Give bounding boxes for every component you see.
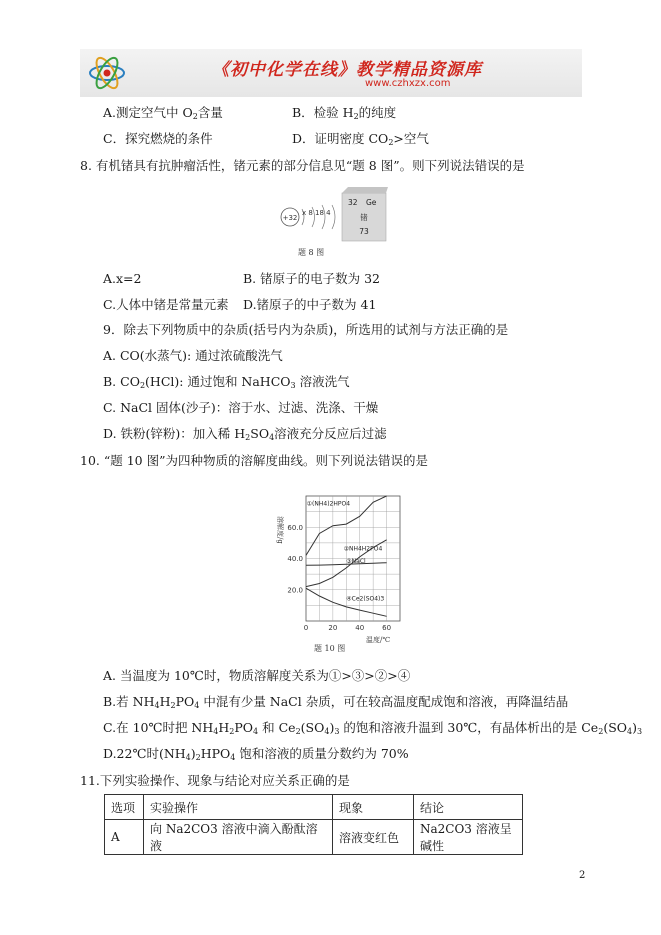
x-axis-label: 温度/℃ [366, 636, 391, 644]
table-cell: A [105, 820, 144, 855]
q10-stem: 10. “题 10 图”为四种物质的溶解度曲线。则下列说法错误的是 [80, 453, 428, 468]
element-symbol: Ge [366, 198, 377, 207]
atom-charge: +32 [282, 214, 298, 222]
curve-label: ①(NH4)2HPO4 [306, 500, 351, 508]
q8-stem: 8. 有机锗具有抗肿瘤活性，锗元素的部分信息见“题 8 图”。则下列说法错误的是 [80, 158, 525, 173]
q10-option-b: B.若 $NH_4H_2PO_4$ 中混有少量 NaCl 杂质，可在较高温度配成饱和溶液，再降温结晶 [103, 694, 569, 710]
x-tick-label: 60 [382, 624, 392, 632]
q10-option-d: D.22℃时$(NH_4)_2HPO_4$ 饱和溶液的质量分数约为 70% [103, 746, 409, 762]
y-tick-label: 20.0 [287, 586, 303, 595]
q7-option-c: C．探究燃烧的条件 [103, 131, 213, 146]
y-axis-label: 溶解度/g [276, 516, 284, 544]
electron-shells: x 8 18 4 [302, 209, 331, 217]
q10-solubility-chart [266, 486, 414, 654]
curve-label: ④Ce2(SO4)3 [346, 595, 385, 603]
q8-figure [278, 187, 388, 257]
q7-option-b: B．检验 $H_2$的纯度 [292, 105, 397, 121]
q10-option-a: A. 当温度为 10℃时，物质溶解度关系为①>③>②>④ [103, 668, 411, 683]
q11-stem: 11.下列实验操作、现象与结论对应关系正确的是 [80, 773, 350, 788]
x-tick-label: 0 [303, 624, 309, 632]
banner-url: www.czhxzx.com [365, 78, 451, 89]
figure-8-caption: 题 8 图 [298, 248, 325, 257]
q11-table [104, 794, 523, 855]
header-cell: 实验操作 [144, 795, 333, 820]
header-banner [80, 49, 582, 97]
curve-label: ②NH4H2PO4 [343, 545, 383, 553]
table-cell: Na2CO3 溶液呈碱性 [414, 820, 523, 855]
element-mass: 73 [359, 227, 369, 236]
element-name: 锗 [360, 213, 368, 222]
table-cell: 向 Na2CO3 溶液中滴入酚酞溶液 [144, 820, 333, 855]
x-tick-label: 40 [355, 624, 365, 632]
q9-stem: 9．除去下列物质中的杂质(括号内为杂质)，所选用的试剂与方法正确的是 [103, 322, 509, 337]
q8-option-d: D.锗原子的中子数为 41 [243, 297, 377, 312]
x-tick-label: 20 [328, 624, 338, 632]
header-cell: 现象 [333, 795, 414, 820]
page-number: 2 [579, 870, 586, 881]
q9-option-c: C. NaCl 固体(沙子)：溶于水、过滤、洗涤、干燥 [103, 400, 379, 415]
table-cell: 溶液变红色 [333, 820, 414, 855]
table-row [105, 820, 523, 855]
q8-option-a: A.x=2 [103, 271, 142, 286]
q10-option-c: C.在 10℃时把 $NH_4H_2PO_4$ 和 $Ce_2(SO_4)_3$ 的饱和溶液升温到 30℃，有晶体析出的是 $Ce_2(SO_4)_3$ [103, 720, 643, 736]
q7-option-a: A.测定空气中 $O_2$含量 [103, 105, 223, 121]
curve-label: ③NaCl [346, 558, 366, 566]
q9-option-a: A. CO(水蒸气): 通过浓硫酸洗气 [103, 348, 283, 363]
q7-option-d: D．证明密度 $CO_2>$空气 [292, 131, 429, 147]
q8-option-c: C.人体中锗是常量元素 [103, 297, 229, 312]
banner-title: 《初中化学在线》教学精品资源库 [212, 60, 482, 80]
header-cell: 结论 [414, 795, 523, 820]
q9-option-d: D. 铁粉(锌粉)：加入稀 $H_2SO_4$溶液充分反应后过滤 [103, 426, 387, 442]
atom-logo-icon [86, 52, 128, 94]
header-cell: 选项 [105, 795, 144, 820]
element-number: 32 [348, 198, 358, 207]
q8-option-b: B. 锗原子的电子数为 32 [243, 271, 381, 286]
y-tick-label: 60.0 [287, 523, 303, 532]
q9-option-b: B. $CO_2(HCl)$: 通过饱和 NaHCO$_3$ 溶液洗气 [103, 374, 350, 390]
y-tick-label: 40.0 [287, 555, 303, 563]
table-header-row [105, 795, 523, 820]
figure-10-caption: 题 10 图 [314, 644, 346, 653]
